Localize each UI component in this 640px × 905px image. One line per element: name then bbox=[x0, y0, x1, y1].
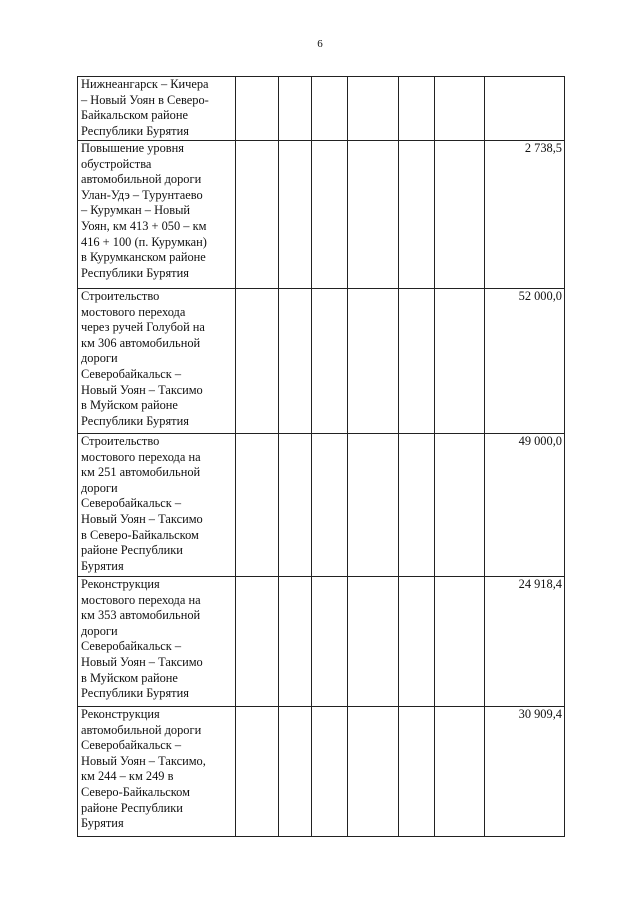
empty-cell bbox=[348, 577, 399, 707]
page-number: 6 bbox=[317, 38, 323, 50]
table-row bbox=[78, 77, 565, 141]
empty-cell bbox=[236, 707, 279, 837]
empty-cell bbox=[348, 289, 399, 434]
row-value-cell: 2 738,5 bbox=[485, 141, 565, 289]
empty-cell bbox=[279, 141, 312, 289]
empty-cell bbox=[399, 707, 435, 837]
row-value-cell bbox=[485, 77, 565, 141]
empty-cell bbox=[312, 577, 348, 707]
empty-cell bbox=[279, 289, 312, 434]
table-row bbox=[78, 289, 565, 434]
row-name-cell: Строительство мостового перехода на км 251 автомобильной дороги Северобайкальск – Новый Уоян – Таксимо в Северо-Байкальском районе Республики Бурятия bbox=[78, 434, 236, 577]
empty-cell bbox=[348, 707, 399, 837]
empty-cell bbox=[279, 77, 312, 141]
empty-cell bbox=[435, 577, 485, 707]
table-row bbox=[78, 434, 565, 577]
row-name-cell: Повышение уровня обустройства автомобильной дороги Улан-Удэ – Турунтаево – Курумкан – Новый Уоян, км 413 + 050 – км 416 + 100 (п. Курумкан) в Курумканском районе Республики Бурятия bbox=[78, 141, 236, 289]
empty-cell bbox=[312, 289, 348, 434]
empty-cell bbox=[236, 141, 279, 289]
row-name-cell: Реконструкция автомобильной дороги Северобайкальск – Новый Уоян – Таксимо, км 244 – км 249 в Северо-Байкальском районе Республики Бурятия bbox=[78, 707, 236, 837]
row-value-cell: 49 000,0 bbox=[485, 434, 565, 577]
empty-cell bbox=[435, 434, 485, 577]
empty-cell bbox=[312, 77, 348, 141]
empty-cell bbox=[348, 141, 399, 289]
empty-cell bbox=[348, 77, 399, 141]
empty-cell bbox=[236, 577, 279, 707]
table-row bbox=[78, 577, 565, 707]
empty-cell bbox=[279, 577, 312, 707]
empty-cell bbox=[399, 577, 435, 707]
empty-cell bbox=[435, 707, 485, 837]
row-value-cell: 30 909,4 bbox=[485, 707, 565, 837]
table-row bbox=[78, 707, 565, 837]
empty-cell bbox=[348, 434, 399, 577]
row-name-cell: Нижнеангарск – Кичера – Новый Уоян в Северо- Байкальском районе Республики Бурятия bbox=[78, 77, 236, 141]
empty-cell bbox=[399, 289, 435, 434]
empty-cell bbox=[312, 434, 348, 577]
empty-cell bbox=[435, 289, 485, 434]
empty-cell bbox=[312, 141, 348, 289]
empty-cell bbox=[312, 707, 348, 837]
row-value-cell: 52 000,0 bbox=[485, 289, 565, 434]
empty-cell bbox=[236, 434, 279, 577]
empty-cell bbox=[279, 707, 312, 837]
row-value-cell: 24 918,4 bbox=[485, 577, 565, 707]
empty-cell bbox=[399, 141, 435, 289]
empty-cell bbox=[279, 434, 312, 577]
empty-cell bbox=[435, 77, 485, 141]
document-table bbox=[77, 76, 565, 837]
empty-cell bbox=[435, 141, 485, 289]
empty-cell bbox=[399, 77, 435, 141]
empty-cell bbox=[236, 289, 279, 434]
empty-cell bbox=[399, 434, 435, 577]
row-name-cell: Строительство мостового перехода через ручей Голубой на км 306 автомобильной дороги Северобайкальск – Новый Уоян – Таксимо в Муйском районе Республики Бурятия bbox=[78, 289, 236, 434]
row-name-cell: Реконструкция мостового перехода на км 353 автомобильной дороги Северобайкальск – Новый Уоян – Таксимо в Муйском районе Республики Бурятия bbox=[78, 577, 236, 707]
table-row bbox=[78, 141, 565, 289]
empty-cell bbox=[236, 77, 279, 141]
